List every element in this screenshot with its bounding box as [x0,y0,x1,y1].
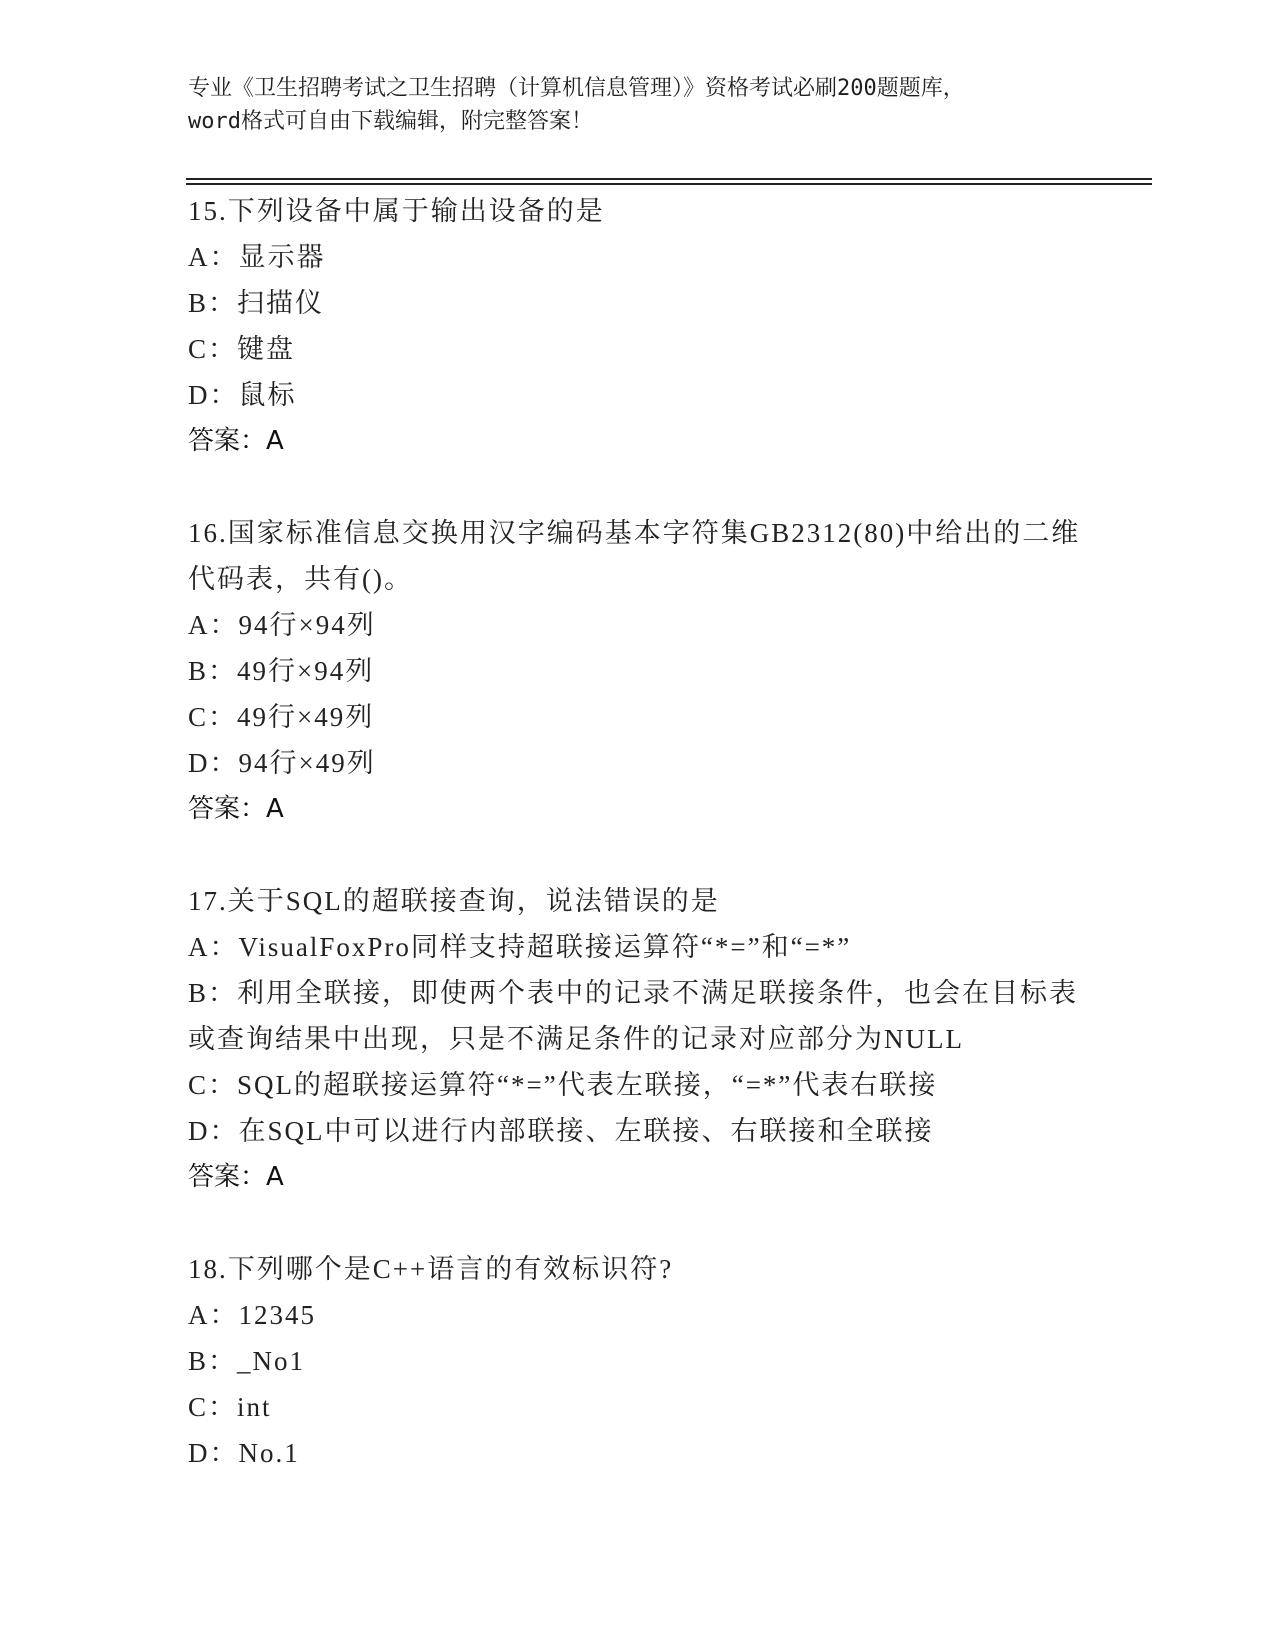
answer-option: B：_No1 [188,1346,306,1376]
answer-option: A：94行×94列 [188,610,376,640]
answer-option: C：49行×49列 [188,702,375,732]
answer-option: C：int [188,1392,272,1422]
question-stem: 17.关于SQL的超联接查询，说法错误的是 [188,886,720,916]
header-divider-top [186,178,1152,180]
answer-option: A：显示器 [188,242,326,272]
answer-option: A：VisualFoxPro同样支持超联接运算符“*=”和“=*” [188,932,852,962]
question-stem: 16.国家标准信息交换用汉字编码基本字符集GB2312(80)中给出的二维 [188,518,1081,548]
document-header [188,72,1088,138]
question-block [188,1246,1148,1476]
answer-option: B：49行×94列 [188,656,375,686]
header-line-1: 专业《卫生招聘考试之卫生招聘（计算机信息管理）》资格考试必刷200题题库， [188,76,965,101]
answer-option: D：在SQL中可以进行内部联接、左联接、右联接和全联接 [188,1116,934,1146]
answer-option: D：94行×49列 [188,748,376,778]
answer-option: B：利用全联接，即使两个表中的记录不满足联接条件，也会在目标表 [188,978,1079,1008]
answer-option: A：12345 [188,1300,316,1330]
question-block [188,188,1148,464]
answer-option: 或查询结果中出现，只是不满足条件的记录对应部分为NULL [188,1024,964,1054]
answer-key: 答案：A [188,794,284,824]
question-block [188,510,1148,832]
question-block [188,878,1148,1200]
question-stem: 18.下列哪个是C++语言的有效标识符? [188,1254,674,1284]
answer-key: 答案：A [188,1162,284,1192]
question-list [188,188,1148,1522]
answer-option: C：SQL的超联接运算符“*=”代表左联接，“=*”代表右联接 [188,1070,938,1100]
answer-option: C：键盘 [188,334,296,364]
answer-option: D：No.1 [188,1438,300,1468]
answer-option: B：扫描仪 [188,288,325,318]
header-line-2: word格式可自由下载编辑，附完整答案！ [188,109,593,134]
answer-option: D：鼠标 [188,380,297,410]
question-stem: 15.下列设备中属于输出设备的是 [188,196,605,226]
header-divider-bottom [186,183,1152,185]
answer-key: 答案：A [188,426,284,456]
question-stem: 代码表，共有()。 [188,564,413,594]
